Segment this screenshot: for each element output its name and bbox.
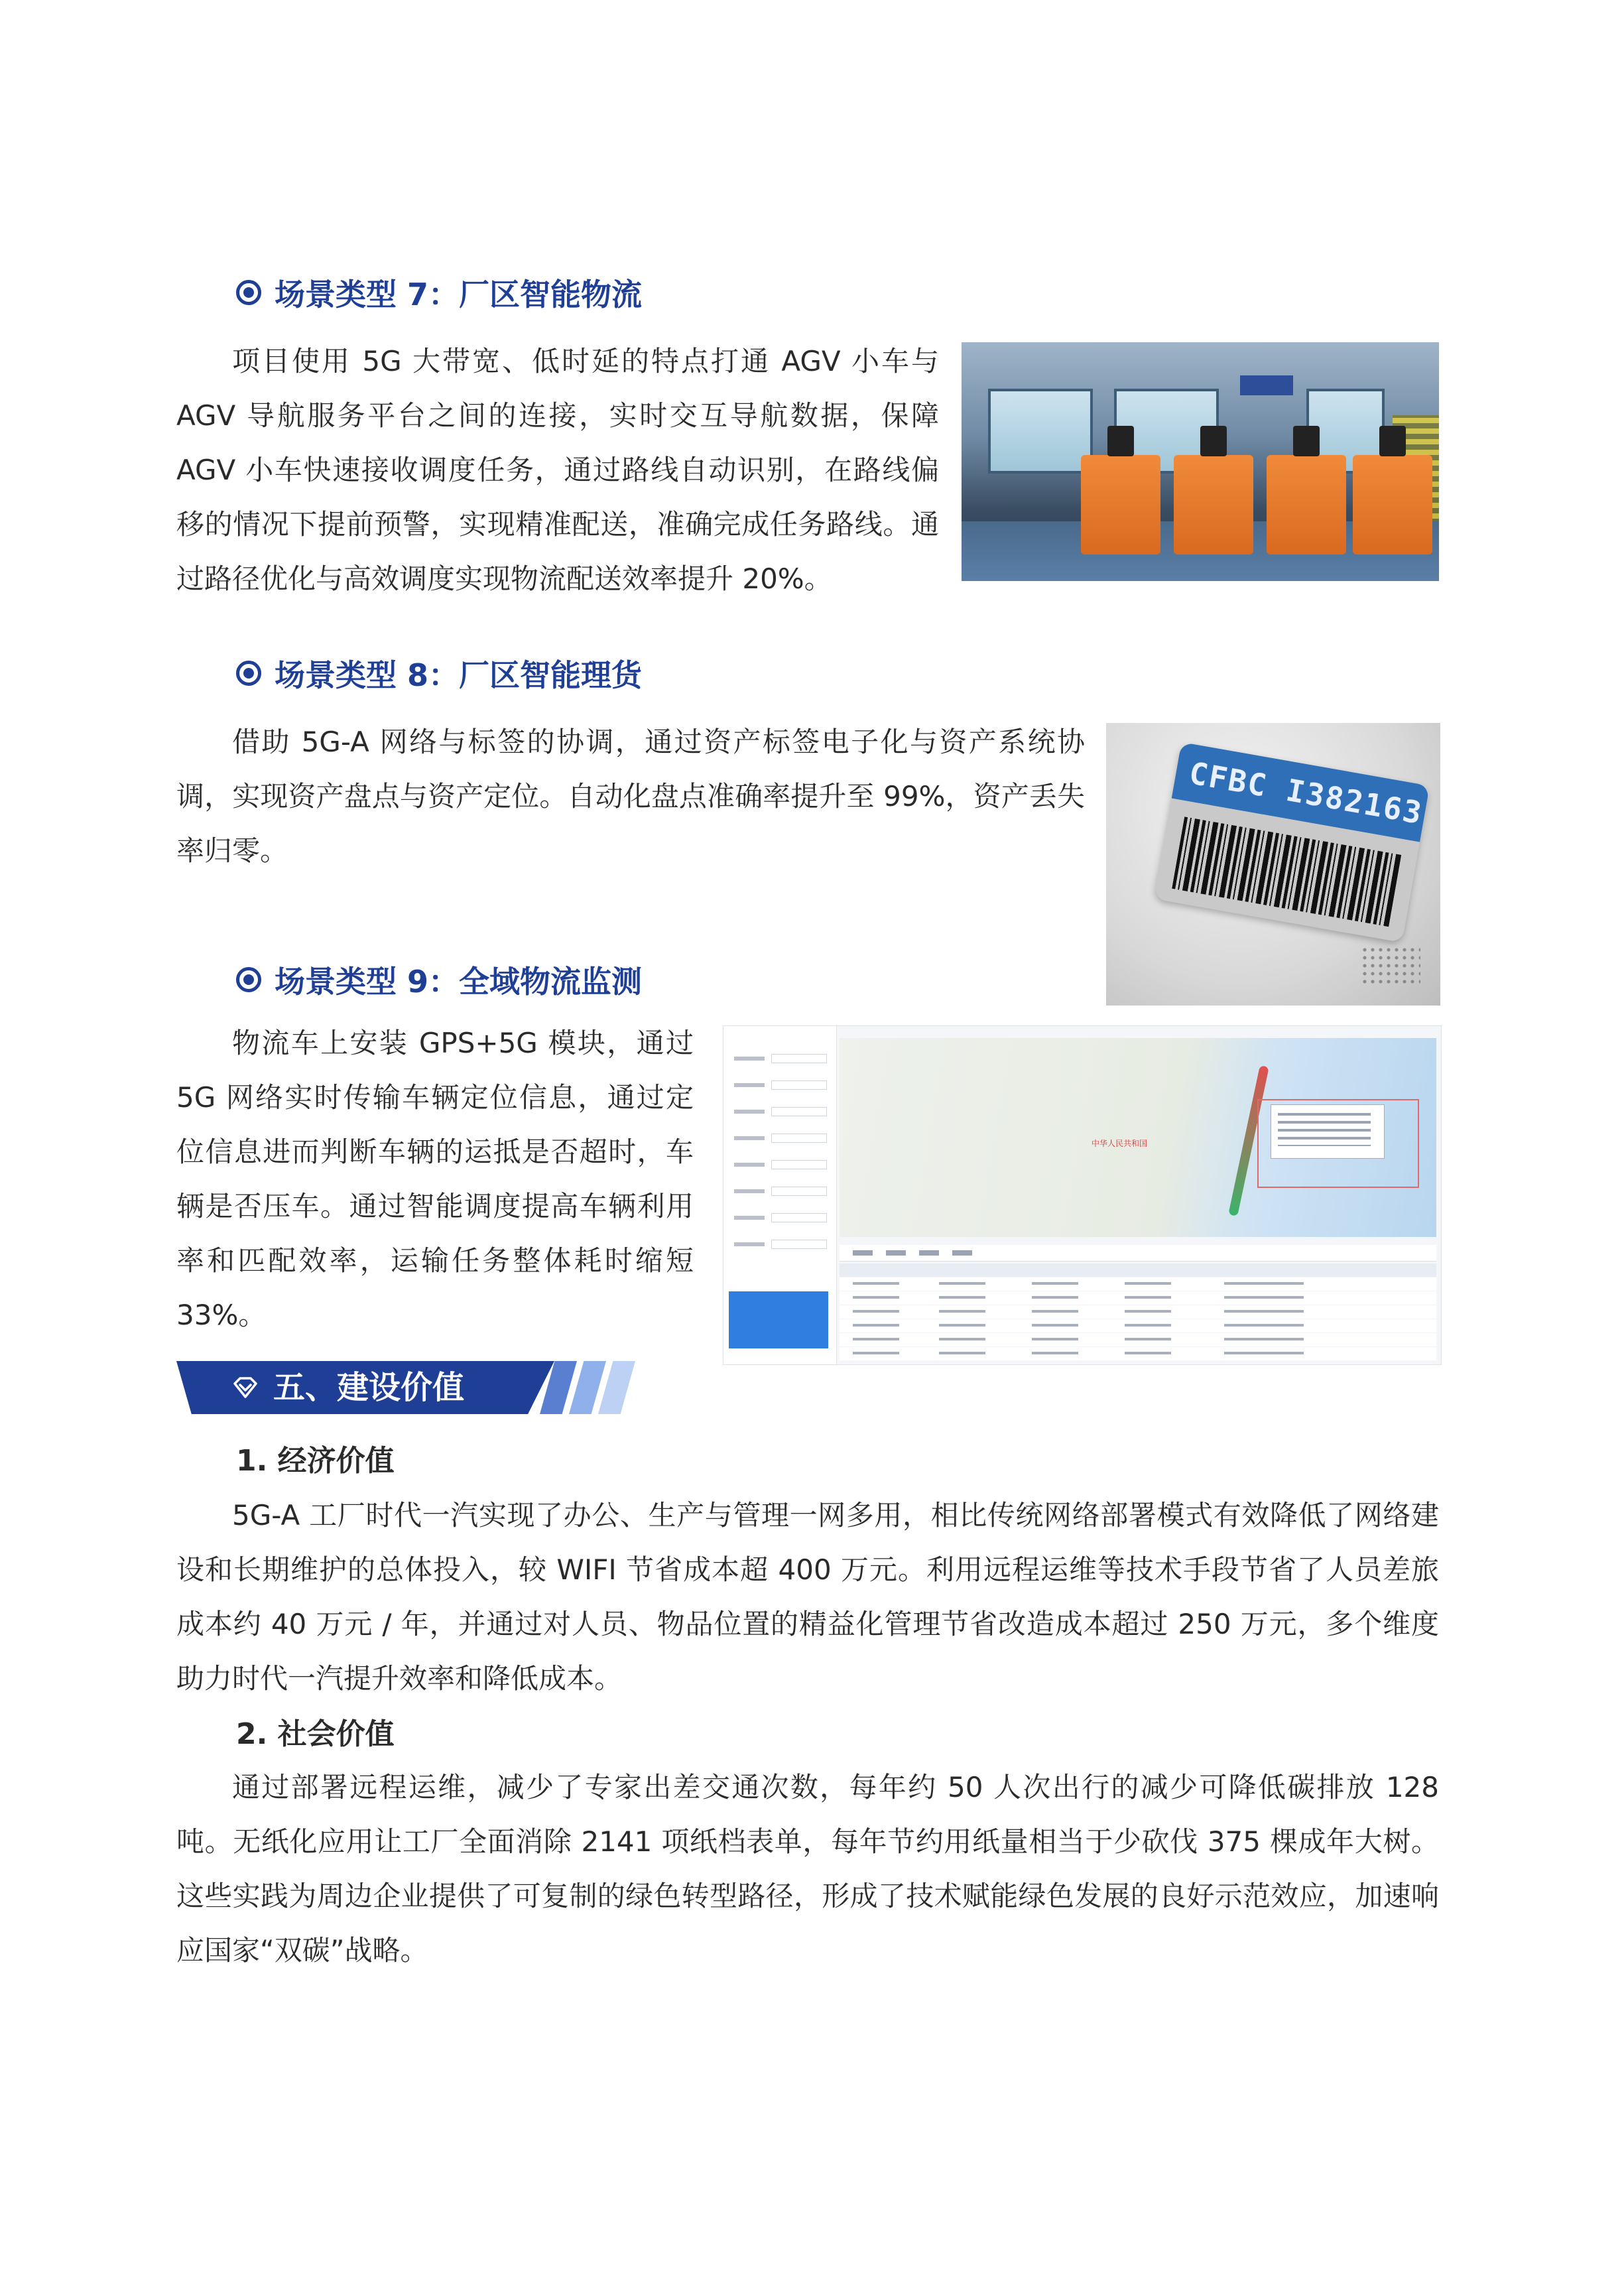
asset-tag: [1154, 742, 1430, 943]
section-title: 五、建设价值: [273, 1369, 465, 1406]
scene-7-heading-text: 场景类型 7：厂区智能物流: [275, 277, 643, 312]
vehicle-popup: [1271, 1104, 1385, 1159]
agv-robots-photo: [962, 342, 1439, 581]
section-banner: [176, 1361, 641, 1414]
monitor-sidebar: [723, 1026, 837, 1364]
target-bullet-icon: [236, 967, 261, 992]
scene-8-heading-text: 场景类型 8：厂区智能理货: [275, 657, 643, 693]
asset-tag-photo: [1106, 723, 1440, 1006]
scene-9-paragraph: 物流车上安装 GPS+5G 模块，通过 5G 网络实时传输车辆定位信息，通过定位信息进而判断车辆的运抵是否超时，车辆是否压车。通过智能调度提高车辆利用率和匹配效率，运输任务整体耗时缩短 33%。: [176, 1027, 694, 1331]
target-bullet-icon: [236, 280, 261, 305]
asset-tag-code: CFBC I382163: [1172, 742, 1430, 842]
monitor-tabs: [840, 1245, 1436, 1262]
map-country-label: 中华人民共和国: [1092, 1139, 1148, 1148]
scene-8-heading: [236, 651, 642, 695]
economic-value-paragraph: 5G-A 工厂时代一汽实现了办公、生产与管理一网多用，相比传统网络部署模式有效降低了网络建设和长期维护的总体投入，较 WIFI 节省成本超 400 万元。利用远程运维等技术手段节省了人员差旅成本约 40 万元 / 年，并通过对人员、物品位置的精益化管理节省改造成本超过 250 万元，多个维度助力时代一汽提升效率和降低成本。: [176, 1499, 1439, 1695]
scene-9-heading: [236, 958, 642, 1002]
monitor-map: [840, 1038, 1436, 1237]
scene-9-heading-text: 场景类型 9：全域物流监测: [275, 964, 643, 1000]
scene-7-heading: [236, 271, 642, 314]
logistics-monitor-screenshot: [723, 1025, 1442, 1365]
monitor-table: [840, 1264, 1436, 1360]
barcode: [1172, 816, 1401, 927]
scene-8-paragraph: 借助 5G-A 网络与标签的协调，通过资产标签电子化与资产系统协调，实现资产盘点与资产定位。自动化盘点准确率提升至 99%，资产丢失率归零。: [176, 726, 1085, 867]
scene-7-paragraph: 项目使用 5G 大带宽、低时延的特点打通 AGV 小车与 AGV 导航服务平台之间的连接，实时交互导航数据，保障 AGV 小车快速接收调度任务，通过路线自动识别，在路线偏移的情况下提前预警，实现精准配送，准确完成任务路线。通过路径优化与高效调度实现物流配送效率提升 20%。: [176, 345, 939, 595]
target-bullet-icon: [236, 661, 261, 686]
diamond-icon: [232, 1374, 259, 1401]
economic-value-subtitle: 1. 经济价值: [236, 1444, 395, 1478]
social-value-paragraph: 通过部署远程运维，减少了专家出差交通次数，每年约 50 人次出行的减少可降低碳排放 128 吨。无纸化应用让工厂全面消除 2141 项纸档表单，每年节约用纸量相当于少砍伐 375 棵成年大树。这些实践为周边企业提供了可复制的绿色转型路径，形成了技术赋能绿色发展的良好示范效应，加速响应国家“双碳”战略。: [176, 1771, 1439, 1967]
social-value-subtitle: 2. 社会价值: [236, 1717, 395, 1751]
